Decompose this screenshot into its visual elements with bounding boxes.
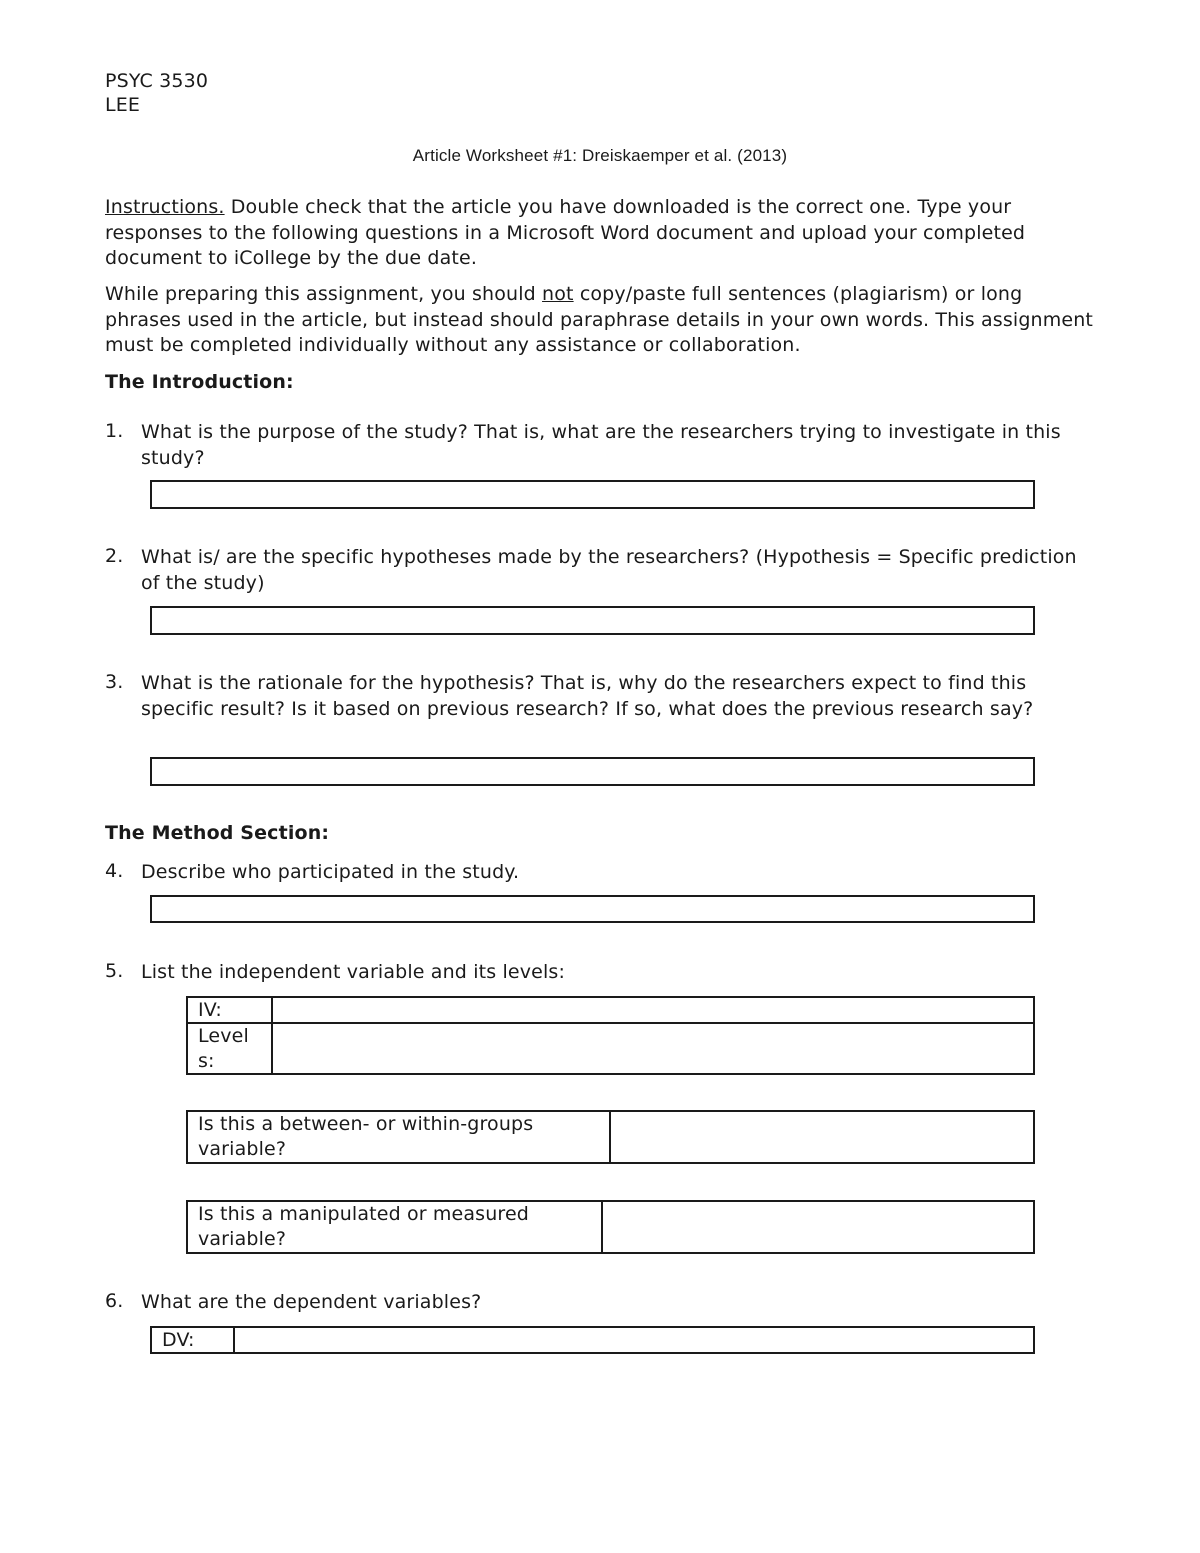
plagiarism-paragraph xyxy=(105,282,1095,359)
dv-table xyxy=(150,1326,1035,1354)
question-number: 6. xyxy=(105,1290,124,1312)
course-code: PSYC 3530 xyxy=(105,70,209,92)
levels-label-line1: Level xyxy=(198,1025,249,1047)
instructions-label: Instructions. xyxy=(105,196,225,218)
levels-answer-cell[interactable] xyxy=(273,1024,1033,1073)
answer-box-q1[interactable] xyxy=(150,480,1035,509)
question-text: Describe who participated in the study. xyxy=(141,861,520,883)
manipulated-measured-table xyxy=(186,1200,1035,1254)
iv-table xyxy=(186,996,1035,1075)
dv-answer-cell[interactable] xyxy=(235,1328,1033,1352)
plagiarism-text-end: copy/paste full sentences (plagiarism) or long phrases used in the article, but instead should paraphrase details in your own words. This assignment must be completed individually without any assistance or collaboration. xyxy=(105,283,1094,356)
levels-label-line2: s: xyxy=(198,1050,215,1072)
section-method: The Method Section: xyxy=(105,822,330,844)
iv-answer-cell[interactable] xyxy=(273,998,1033,1022)
between-within-question: Is this a between- or within-groups variable? xyxy=(198,1113,534,1160)
dv-label: DV: xyxy=(162,1329,195,1351)
instructions-paragraph xyxy=(105,195,1095,272)
between-within-answer-cell[interactable] xyxy=(611,1112,1033,1162)
manipulated-measured-question: Is this a manipulated or measured variable? xyxy=(198,1203,530,1250)
answer-box-q3[interactable] xyxy=(150,757,1035,786)
section-introduction: The Introduction: xyxy=(105,371,294,393)
question-number: 4. xyxy=(105,860,124,882)
instructor-name: LEE xyxy=(105,94,141,116)
worksheet-title: Article Worksheet #1: Dreiskaemper et al. (2013) xyxy=(412,146,788,165)
question-number: 1. xyxy=(105,420,124,442)
question-text: What is the purpose of the study? That is, what are the researchers trying to investigate in this study? xyxy=(141,421,1061,469)
levels-label xyxy=(188,1024,273,1073)
question-text: List the independent variable and its levels: xyxy=(141,961,565,983)
iv-label: IV: xyxy=(198,999,222,1021)
between-within-table xyxy=(186,1110,1035,1164)
question-text: What is/ are the specific hypotheses made by the researchers? (Hypothesis = Specific prediction of the study) xyxy=(141,546,1077,594)
question-number: 5. xyxy=(105,960,124,982)
plagiarism-text-start: While preparing this assignment, you should xyxy=(105,283,543,305)
question-text: What are the dependent variables? xyxy=(141,1291,482,1313)
instructions-text: Double check that the article you have downloaded is the correct one. Type your responses to the following questions in a Microsoft Word document and upload your completed document to iCollege by the due date. xyxy=(105,196,1026,269)
question-number: 3. xyxy=(105,671,124,693)
question-text: What is the rationale for the hypothesis? That is, why do the researchers expect to find this specific result? Is it based on previous research? If so, what does the previous research say? xyxy=(141,672,1034,720)
answer-box-q2[interactable] xyxy=(150,606,1035,635)
plagiarism-emphasis: not xyxy=(542,283,574,305)
manipulated-measured-answer-cell[interactable] xyxy=(603,1202,1033,1252)
question-number: 2. xyxy=(105,545,124,567)
answer-box-q4[interactable] xyxy=(150,895,1035,923)
